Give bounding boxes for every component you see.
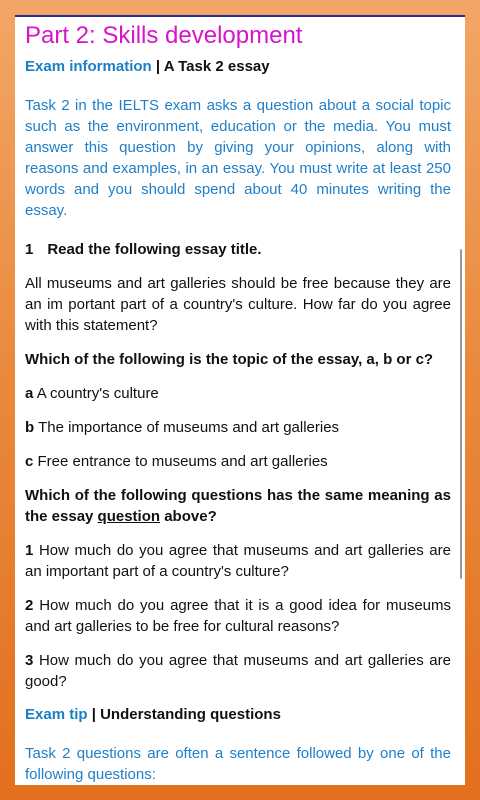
numbered-item-3 <box>25 650 451 692</box>
option-text: A country's culture <box>36 385 159 402</box>
meaning-question-after: above? <box>160 508 217 525</box>
option-letter: a <box>25 385 34 402</box>
step-text: Read the following essay title. <box>47 241 262 258</box>
exam-tip-label: Exam tip <box>25 706 88 723</box>
item-text: How much do you agree that museums and art galleries are an important part of a country's culture? <box>25 542 451 580</box>
page-title: Part 2: Skills development <box>25 22 303 49</box>
exam-information-heading <box>25 57 451 77</box>
item-number: 3 <box>25 652 34 669</box>
option-letter: c <box>25 453 34 470</box>
meaning-question-underlined: question <box>97 508 161 525</box>
option-b <box>25 417 451 438</box>
option-text: The importance of museums and art galleries <box>38 419 340 436</box>
item-text: How much do you agree that it is a good idea for museums and art galleries to be free for cultural reasons? <box>25 597 452 635</box>
intro-paragraph: Task 2 in the IELTS exam asks a question about a social topic such as the environment, education or the media. You must answer this question by giving your opinions, along with reasons and examples, in an essay. You must write at least 250 words and you should spend about 40 minutes writing the essay. <box>25 97 451 219</box>
option-text: Free entrance to museums and art galleries <box>37 453 328 470</box>
option-a <box>25 383 451 404</box>
option-letter: b <box>25 419 35 436</box>
scrollbar[interactable] <box>460 249 462 579</box>
tip-paragraph: Task 2 questions are often a sentence followed by one of the following questions: <box>25 745 451 783</box>
meaning-question <box>25 485 451 527</box>
numbered-item-2 <box>25 595 451 637</box>
step-1-instruction <box>25 239 451 260</box>
option-c <box>25 451 451 472</box>
item-number: 2 <box>25 597 34 614</box>
article-content <box>15 17 465 785</box>
essay-title-paragraph: All museums and art galleries should be free because they are an im portant part of a country's culture. How far do you agree with this statement? <box>25 275 451 334</box>
exam-tip-separator: | <box>91 706 96 723</box>
exam-tip-heading <box>25 705 451 725</box>
numbered-item-1 <box>25 540 451 582</box>
step-number: 1 <box>25 241 34 258</box>
exam-information-text: A Task 2 essay <box>163 58 270 75</box>
topic-question: Which of the following is the topic of the essay, a, b or c? <box>25 351 434 368</box>
item-number: 1 <box>25 542 34 559</box>
meaning-question-before: Which of the following questions has the same meaning as the essay <box>25 487 451 525</box>
item-text: How much do you agree that museums and art galleries are good? <box>25 652 451 690</box>
exam-information-label: Exam information <box>25 58 152 75</box>
exam-tip-text: Understanding questions <box>100 706 281 723</box>
exam-information-separator: | <box>155 58 161 75</box>
content-panel <box>15 15 465 785</box>
